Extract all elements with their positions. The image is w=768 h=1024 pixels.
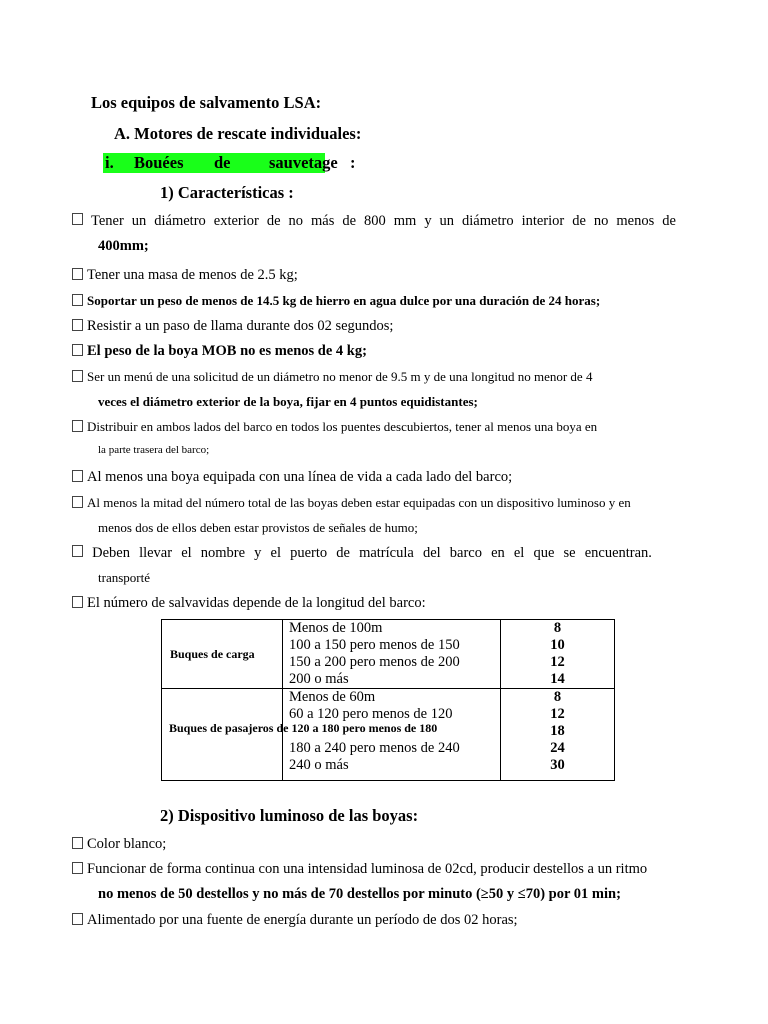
table-cell-ranges: Menos de 100m 100 a 150 pero menos de 150 150 a 200 pero menos de 200 200 o más bbox=[283, 620, 501, 689]
bullet-item-9: Al menos la mitad del número total de las boyas deben estar equipadas con un dispositivo luminoso y en bbox=[72, 495, 631, 511]
bullet-box-icon bbox=[72, 545, 83, 557]
bullet-box-icon bbox=[72, 470, 83, 482]
bullet-box-icon bbox=[72, 370, 83, 382]
bullet-item-6: Ser un menú de una solicitud de un diámetro no menor de 9.5 m y de una longitud no menor de 4 bbox=[72, 369, 592, 385]
bullet-item-1-cont: 400mm; bbox=[98, 238, 149, 254]
bullet-box-icon bbox=[72, 913, 83, 925]
bullet-item-11: El número de salvavidas depende de la longitud del barco: bbox=[72, 595, 426, 612]
bullet2-item-1: Color blanco; bbox=[72, 836, 166, 853]
bullet-box-icon bbox=[72, 213, 83, 225]
bullet-item-8: Al menos una boya equipada con una línea de vida a cada lado del barco; bbox=[72, 469, 512, 486]
bullet-item-6-cont: veces el diámetro exterior de la boya, fijar en 4 puntos equidistantes; bbox=[98, 394, 478, 409]
bullet2-item-3: Alimentado por una fuente de energía durante un período de dos 02 horas; bbox=[72, 912, 518, 929]
table-row bbox=[162, 620, 615, 689]
section-a-heading: A. Motores de rescate individuales: bbox=[114, 124, 362, 143]
bullet-box-icon bbox=[72, 496, 83, 508]
bullet-item-5: El peso de la boya MOB no es menos de 4 kg; bbox=[72, 343, 367, 360]
bullet-item-10-cont: transporté bbox=[98, 570, 150, 585]
bullet-item-2: Tener una masa de menos de 2.5 kg; bbox=[72, 267, 298, 284]
table-cell-values: 8 10 12 14 bbox=[501, 620, 615, 689]
subsection-2-heading: 2) Dispositivo luminoso de las boyas: bbox=[160, 806, 419, 825]
subsection-i-number: i. bbox=[105, 153, 114, 172]
bullet-box-icon bbox=[72, 596, 83, 608]
subsection-1-heading: 1) Características : bbox=[160, 183, 294, 202]
table-cell-values: 8 12 18 24 30 bbox=[501, 689, 615, 781]
bullet-item-7-cont: la parte trasera del barco; bbox=[98, 444, 210, 456]
bullet-item-3: Soportar un peso de menos de 14.5 kg de hierro en agua dulce por una duración de 24 horas; bbox=[72, 293, 600, 309]
bullet2-item-2: Funcionar de forma continua con una intensidad luminosa de 02cd, producir destellos a un ritmo bbox=[72, 861, 647, 878]
subsection-i-word3: sauvetage bbox=[269, 153, 338, 172]
table-cell-ranges: Menos de 60m 60 a 120 pero menos de 120 180 a 240 pero menos de 240 240 o más bbox=[283, 689, 501, 781]
table-cell-category: Buques de carga bbox=[162, 620, 283, 689]
document-title: Los equipos de salvamento LSA: bbox=[91, 93, 322, 112]
bullet-box-icon bbox=[72, 344, 83, 356]
lifebuoy-count-table bbox=[161, 619, 615, 781]
table-overflow-label: Buques de pasajeros de 120 a 180 pero menos de 180 bbox=[169, 721, 438, 735]
bullet-box-icon bbox=[72, 294, 83, 306]
bullet-box-icon bbox=[72, 319, 83, 331]
bullet-item-10: Deben llevar el nombre y el puerto de matrícula del barco en el que se encuentran. bbox=[72, 545, 652, 562]
bullet-box-icon bbox=[72, 268, 83, 280]
bullet-box-icon bbox=[72, 837, 83, 849]
subsection-i-word1: Bouées bbox=[134, 153, 184, 172]
bullet-item-7: Distribuir en ambos lados del barco en todos los puentes descubiertos, tener al menos una boya en bbox=[72, 419, 597, 435]
bullet-box-icon bbox=[72, 420, 83, 432]
bullet2-item-2-cont: no menos de 50 destellos y no más de 70 destellos por minuto (≥50 y ≤70) por 01 min; bbox=[98, 886, 621, 902]
bullet-item-9-cont: menos dos de ellos deben estar provistos de señales de humo; bbox=[98, 520, 418, 535]
bullet-box-icon bbox=[72, 862, 83, 874]
bullet-item-1: Tener un diámetro exterior de no más de 800 mm y un diámetro interior de no menos de bbox=[72, 213, 676, 230]
bullet-item-4: Resistir a un paso de llama durante dos 02 segundos; bbox=[72, 318, 393, 335]
subsection-i-colon: : bbox=[350, 153, 356, 172]
subsection-i-word2: de bbox=[214, 153, 231, 172]
subsection-i-heading bbox=[103, 153, 357, 173]
